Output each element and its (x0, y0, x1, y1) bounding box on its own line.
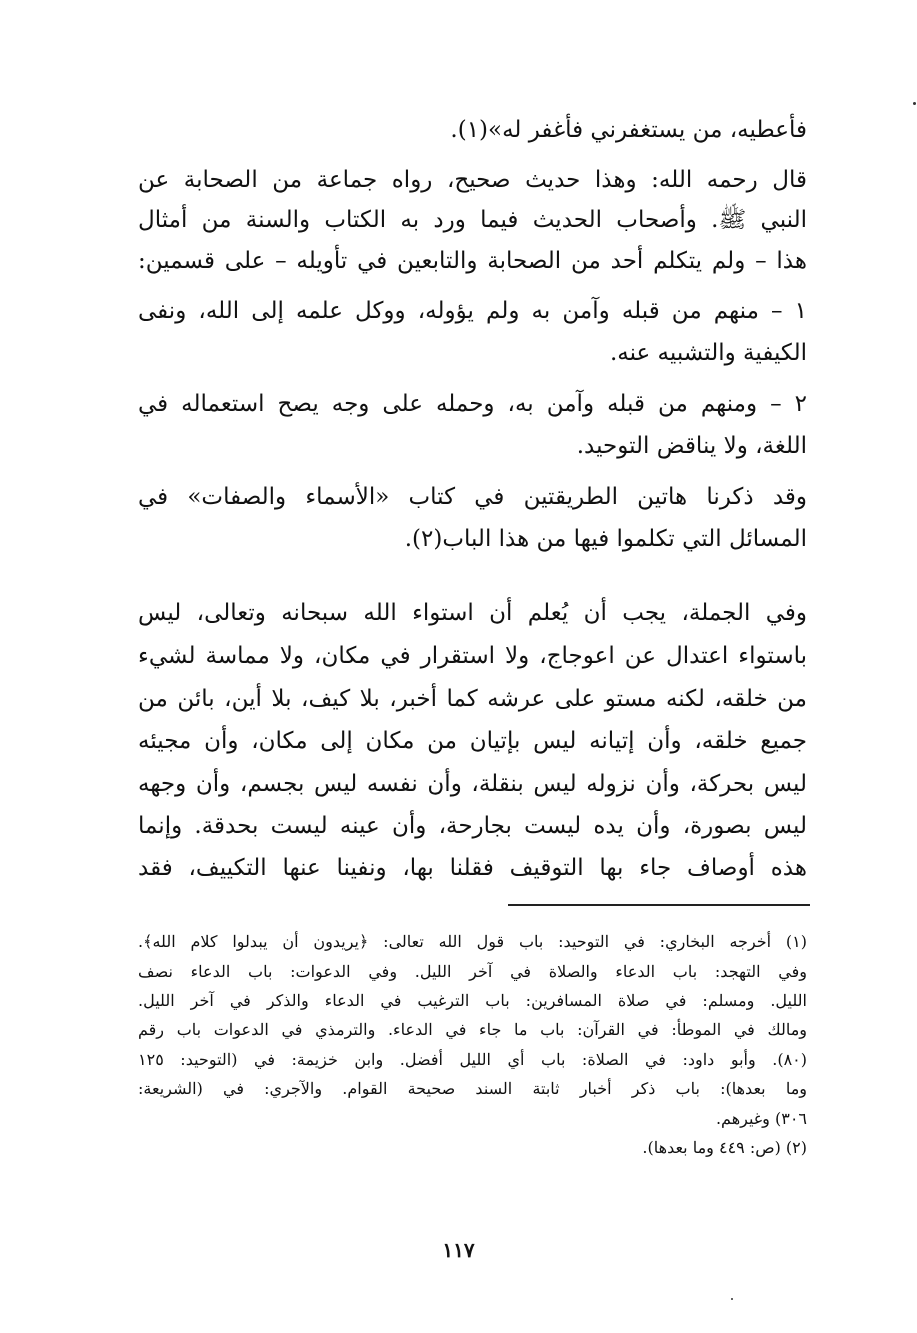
body-line: وفي الجملة، يجب أن يُعلم أن استواء الله سبحانه وتعالى، ليس (138, 600, 807, 626)
body-line: النبي ﷺ. وأصحاب الحديث فيما ورد به الكتاب والسنة من أمثال (138, 207, 807, 233)
footnote-line: وفي التهجد: باب الدعاء والصلاة في آخر الليل. وفي الدعوات: باب الدعاء نصف (138, 962, 807, 981)
footnote-separator (508, 904, 810, 906)
footnote-line: (١) أخرجه البخاري: في التوحيد: باب قول الله تعالى: ﴿يريدون أن يبدلوا كلام الله﴾. (138, 932, 807, 951)
footnote-line: ومالك في الموطأ: في القرآن: باب ما جاء في الدعاء. والترمذي في الدعوات باب رقم (138, 1020, 807, 1039)
footnote-line: ٣٠٦) وغيرهم. (715, 1109, 807, 1128)
body-line: المسائل التي تكلموا فيها من هذا الباب(٢). (404, 526, 807, 552)
body-line: وقد ذكرنا هاتين الطريقتين في كتاب «الأسماء والصفات» في (138, 484, 807, 510)
footnote-line: (٨٠). وأبو داود: في الصلاة: باب أي الليل أفضل. وابن خزيمة: في (التوحيد: ١٢٥ (138, 1050, 807, 1069)
footnote-line: (٢) (ص: ٤٤٩ وما بعدها). (642, 1138, 807, 1157)
footnote-line: وما بعدها): باب ذكر أخبار ثابتة السند صحيحة القوام. والآجري: في (الشريعة: (138, 1079, 807, 1098)
body-line: ١ً – منهم من قبله وآمن به ولم يؤوله، ووكل علمه إلى الله، ونفى (138, 298, 807, 324)
body-line: فأعطيه، من يستغفرني فأغفر له»(١). (450, 117, 807, 143)
body-line: هذه أوصاف جاء بها التوقيف فقلنا بها، ونفينا عنها التكييف، فقد (138, 855, 807, 881)
body-line: ليس بصورة، وأن يده ليست بجارحة، وأن عينه ليست بحدقة. وإنما (138, 813, 807, 839)
body-line: هذا – ولم يتكلم أحد من الصحابة والتابعين في تأويله – على قسمين: (138, 248, 807, 274)
body-line: ليس بحركة، وأن نزوله ليس بنقلة، وأن نفسه ليس بجسم، وأن وجهه (138, 771, 807, 797)
body-line: باستواء اعتدال عن اعوجاج، ولا استقرار في مكان، ولا مماسة لشيء (138, 643, 807, 669)
body-line: الكيفية والتشبيه عنه. (609, 340, 807, 366)
body-line: من خلقه، لكنه مستو على عرشه كما أخبر، بلا كيف، بلا أين، بائن من (138, 686, 807, 712)
page-number: ١١٧ (442, 1238, 475, 1262)
body-line: ٢ً – ومنهم من قبله وآمن به، وحمله على وجه يصح استعماله في (138, 391, 807, 417)
scan-speck (913, 102, 916, 105)
body-line: اللغة، ولا يناقض التوحيد. (576, 433, 807, 459)
footnote-line: الليل. ومسلم: في صلاة المسافرين: باب الترغيب في الدعاء والذكر في آخر الليل. (138, 991, 807, 1010)
body-line: جميع خلقه، وأن إتيانه ليس بإتيان من مكان إلى مكان، وأن مجيئه (138, 728, 807, 754)
body-line: قال رحمه الله: وهذا حديث صحيح، رواه جماعة من الصحابة عن (138, 167, 807, 193)
scan-speck (731, 1298, 733, 1300)
